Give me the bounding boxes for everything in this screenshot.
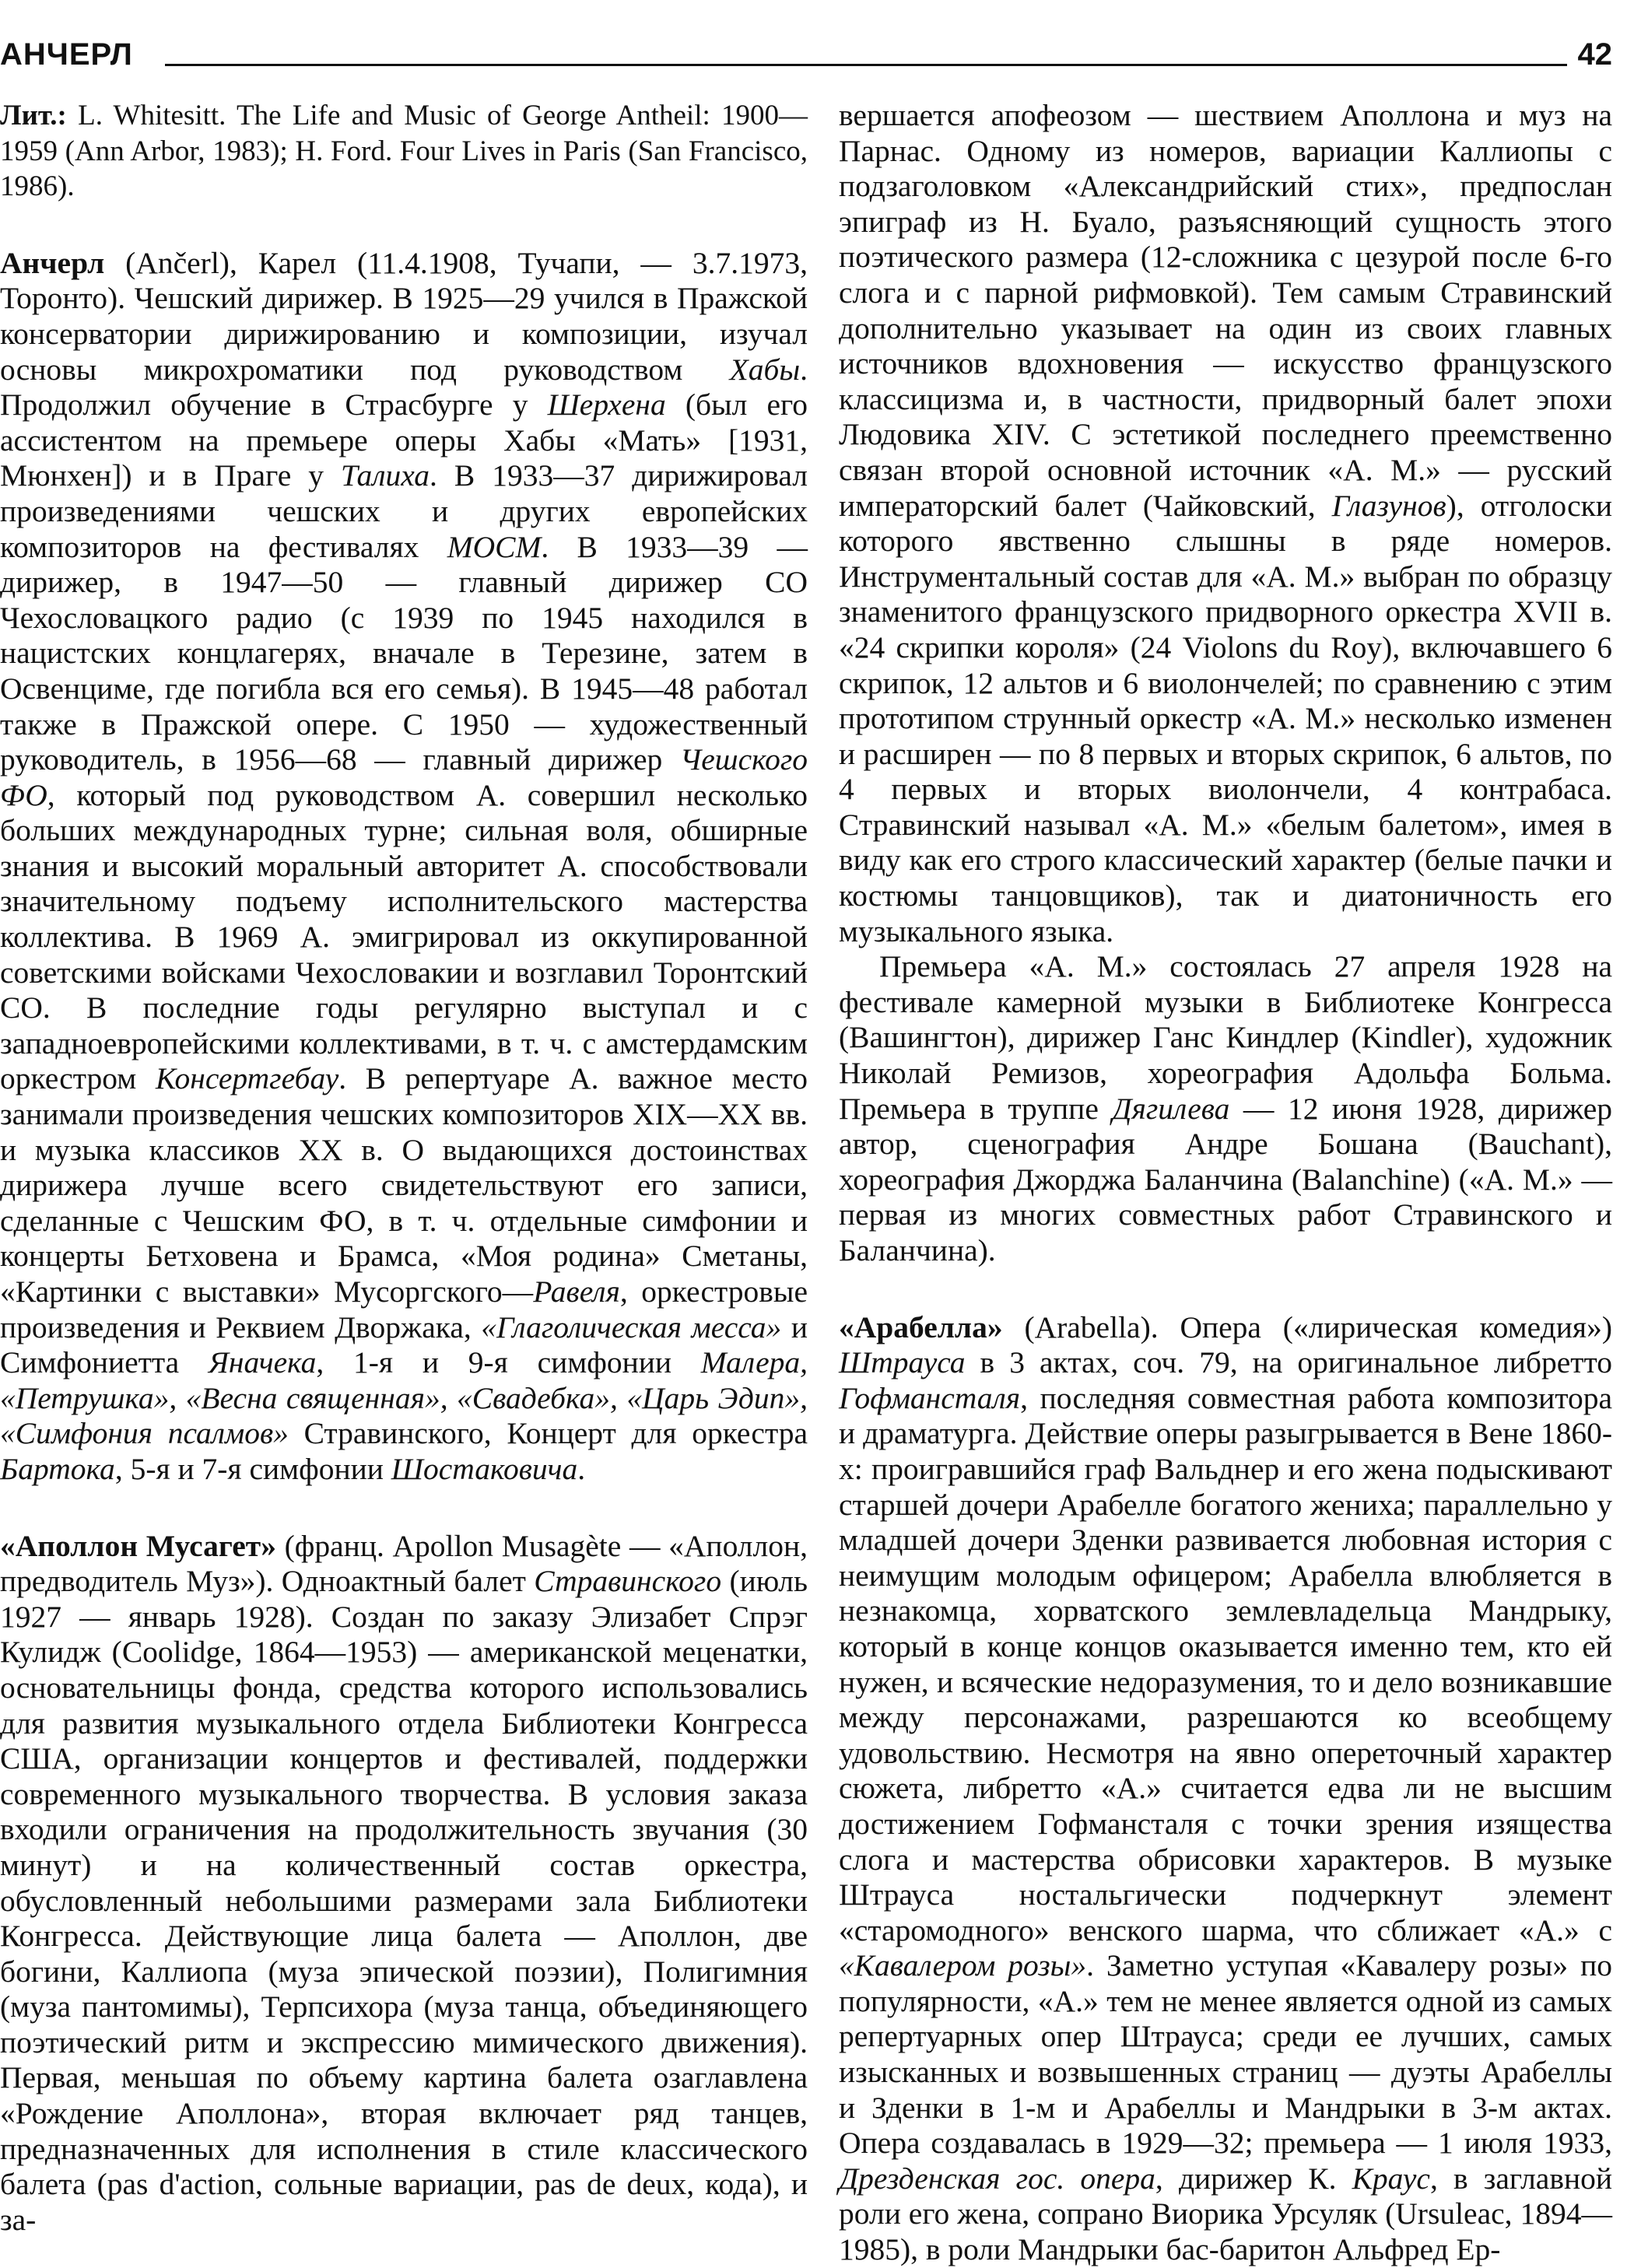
right-column xyxy=(839,98,1612,2268)
entry-term-apollon: «Аполлон Мусагет» xyxy=(0,1528,276,1563)
entry-term-ancerl: Анчерл xyxy=(0,245,105,280)
left-column xyxy=(0,98,808,2238)
entry-arabella: «Арабелла» (Arabella). Опера («лирическая комедия») Штрауса в 3 актах, соч. 79, на оригинальное либретто Гофмансталя, последняя совместная работа композитора и драматурга. Действие оперы разыгрывается в Вене 1860-х: проигравшийся граф Вальднер и его жена подыскивают старшей дочери Арабелле богатого жениха; параллельно у младшей дочери Зденки развивается любовная история с неимущим молодым офицером; Арабелла влюбляется в незнакомца, хорватского землевладельца Мандрыку, который в конце концов оказывается именно тем, кто ей нужен, и всяческие недоразумения, то и дело возникавшие между персонажами, разрешаются ко всеобщему удовольствию. Несмотря на явно опереточный характер сюжета, либретто «А.» считается едва ли не высшим достижением Гофмансталя с точки зрения изящества слога и мастерства обрисовки характеров. В музыке Штрауса ностальгически подчеркнут элемент «старомодного» венского шарма, что сближает «А.» с «Кавалером розы». Заметно уступая «Кавалеру розы» по популярности, «А.» тем не менее является одной из самых репертуарных опер Штрауса; среди ее лучших, самых изысканных и возвышенных страниц — дуэты Арабеллы и Зденки в 1-м и Арабеллы и Мандрыки в 3-м актах. Опера создавалась в 1929—32; премьера — 1 июля 1933, Дрезденская гос. опера, дирижер К. Краус, в заглавной роли его жена, сопрано Виорика Урсуляк (Ursuleac, 1894—1985), в роли Мандрыки бас-баритон Альфред Ер- xyxy=(839,1309,1613,2267)
entry-apollon-musagete: «Аполлон Мусагет» (франц. Apollon Musagète — «Аполлон, предводитель Муз»). Одноактный балет Стравинского (июль 1927 — январь 1928). Создан по заказу Элизабет Спрэг Кулидж (Coolidge, 1864—1953) — американской меценатки, основательницы фонда, средства которого использовались для развития музыкального отдела Библиотеки Конгресса США, организации концертов и фестивалей, поддержки современного музыкального творчества. В условия заказа входили ограничения на продолжительность звучания (30 минут) и на количественный состав оркестра, обусловленный небольшими размерами зала Библиотеки Конгресса. Действующие лица балета — Аполлон, две богини, Каллиопа (муза эпической поэзии), Полигимния (муза пантомимы), Терпсихора (муза танца, объединяющего поэтический ритм и экспрессию мимического движения). Первая, меньшая по объему картина балета озаглавлена «Рождение Аполлона», вторая включает ряд танцев, предназначенных для исполнения в стиле классического балета (pas d'action, сольные вариации, pas de deux, кода), и за- xyxy=(0,1528,808,2237)
lit-label: Лит.: xyxy=(0,100,67,131)
header-rule xyxy=(165,64,1567,66)
running-head: АНЧЕРЛ xyxy=(0,37,133,72)
literature-note: Лит.: L. Whitesitt. The Life and Music of George Antheil: 1900—1959 (Ann Arbor, 1983); H. Ford. Four Lives in Paris (San Francisco, 1986). xyxy=(0,100,808,203)
entry-ancerl: Анчерл (Ančerl), Карел (11.4.1908, Тучапи, — 3.7.1973, Торонто). Чешский дирижер. В 1925—29 учился в Пражской консерватории дирижированию и композиции, изучал основы микрохроматики под руководством Хабы. Продолжил обучение в Страсбурге у Шерхена (был его ассистентом на премьере оперы Хабы «Мать» [1931, Мюнхен]) и в Праге у Талиха. В 1933—37 дирижировал произведениями чешских и других европейских композиторов на фестивалях МОСМ. В 1933—39 — дирижер, в 1947—50 — главный дирижер СО Чехословацкого радио (с 1939 по 1945 находился в нацистских концлагерях, вначале в Терезине, затем в Освенциме, где погибла вся его семья). В 1945—48 работал также в Пражской опере. С 1950 — художественный руководитель, в 1956—68 — главный дирижер Чешского ФО, который под руководством А. совершил несколько больших международных турне; сильная воля, обширные знания и высокий моральный авторитет А. способствовали значительному подъему исполнительского мастерства коллектива. В 1969 А. эмигрировал из оккупированной советскими войсками Чехословакии и возглавил Торонтский СО. В последние годы регулярно выступал и с западноевропейскими коллективами, в т. ч. с амстердамским оркестром Консертгебау. В репертуаре А. важное место занимали произведения чешских композиторов XIX—XX вв. и музыка классиков XX в. О выдающихся достоинствах дирижера лучше всего свидетельствуют его записи, сделанные с Чешским ФО, в т. ч. отдельные симфонии и концерты Бетховена и Брамса, «Моя родина» Сметаны, «Картинки с выставки» Мусоргского—Равеля, оркестровые произведения и Реквием Дворжака, «Глаголическая месса» и Симфониетта Яначека, 1-я и 9-я симфонии Малера, «Петрушка», «Весна священная», «Свадебка», «Царь Эдип», «Симфония псалмов» Стравинского, Концерт для оркестра Бартока, 5-я и 7-я симфонии Шостаковича. xyxy=(0,245,808,1486)
premiere-paragraph: Премьера «А. М.» состоялась 27 апреля 1928 на фестивале камерной музыки в Библиотеке Конгресса (Вашингтон), дирижер Ганс Киндлер (Kindler), художник Николай Ремизов, хореография Адольфа Больма. Премьера в труппе Дягилева — 12 июня 1928, дирижер автор, сценография Андре Бошана (Bauchant), хореография Джорджа Баланчина (Balanchine) («А. М.» — первая из многих совместных работ Стравинского и Баланчина). xyxy=(839,949,1612,1267)
page-number: 42 xyxy=(1577,37,1612,72)
page-header xyxy=(0,37,1612,79)
entry-term-arabella: «Арабелла» xyxy=(839,1309,1003,1344)
entry-apollon-continued: вершается апофеозом — шествием Аполлона и муз на Парнас. Одному из номеров, вариации Каллиопы с подзаголовком «Александрийский стих», предпослан эпиграф из Н. Буало, разъясняющий сущность этого поэтического размера (12-сложника с цезурой после 6-го слога и с парной рифмовкой). Тем самым Стравинский дополнительно указывает на один из своих главных источников вдохновения — искусство французского классицизма и, в частности, придворный балет эпохи Людовика XIV. С эстетикой последнего преемственно связан второй основной источник «А. М.» — русский императорский балет (Чайковский, Глазунов), отголоски которого явственно слышны в ряде номеров. Инструментальный состав для «А. М.» выбран по образцу знаменитого французского придворного оркестра XVII в. «24 скрипки короля» (24 Violons du Roy), включавшего 6 скрипок, 12 альтов и 6 виолончелей; по сравнению с этим прототипом струнный оркестр «А. М.» несколько изменен и расширен — по 8 первых и вторых скрипок, 6 альтов, по 4 первых и вторых виолончели, 4 контрабаса. Стравинский называл «А. М.» «белым балетом», имея в виду как его строго классический характер (белые пачки и костюмы танцовщиков), так и диатоничность его музыкального языка. xyxy=(839,98,1612,948)
